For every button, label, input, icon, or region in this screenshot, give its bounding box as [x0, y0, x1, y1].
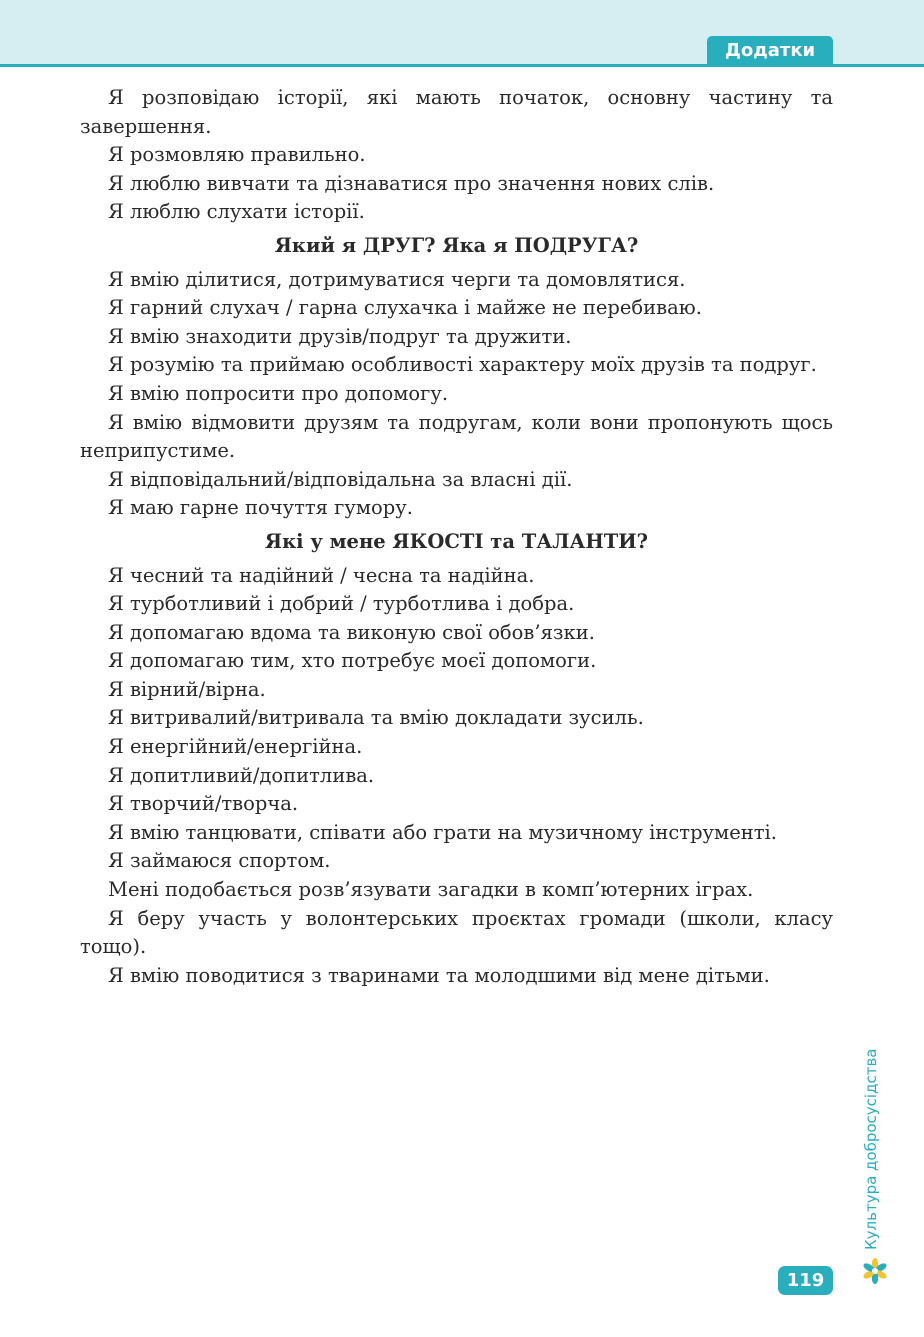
paragraph: Я витривалий/витривала та вмію докладати зусиль.	[108, 706, 644, 730]
paragraph: Я беру участь у волонтерських проєктах громади (школи, класу тощо).	[80, 906, 833, 959]
paragraph: Я турботливий і добрий / турботлива і добра.	[108, 592, 575, 616]
paragraph: Я енергійний/енергійна.	[108, 735, 363, 759]
section-heading-talents: Які у мене ЯКОСТІ та ТАЛАНТИ?	[264, 529, 649, 553]
paragraph: Я займаюся спортом.	[108, 849, 331, 873]
paragraph: Я допомагаю тим, хто потребує моєї допомоги.	[108, 649, 597, 673]
paragraph: Я розмовляю правильно.	[108, 143, 366, 167]
flower-icon	[862, 1258, 888, 1284]
paragraph: Мені подобається розв’язувати загадки в комп’ютерних іграх.	[108, 878, 754, 902]
paragraph: Я розповідаю історії, які мають початок, основну частину та завершення.	[80, 86, 833, 138]
talents-block	[80, 562, 833, 991]
paragraph: Я творчий/творча.	[108, 792, 299, 816]
intro-block	[80, 84, 833, 227]
paragraph: Я вмію попросити про допомогу.	[108, 381, 449, 405]
section-tab: Додатки	[707, 36, 833, 66]
paragraph: Я вмію ділитися, дотримуватися черги та домовлятися.	[108, 267, 686, 291]
paragraph: Я гарний слухач / гарна слухачка і майже не перебиваю.	[108, 296, 702, 320]
paragraph: Я допомагаю вдома та виконую свої обов’язки.	[108, 620, 595, 644]
paragraph: Я розумію та приймаю особливості характеру моїх друзів та подруг.	[108, 353, 817, 377]
paragraph: Я чесний та надійний / чесна та надійна.	[108, 563, 535, 587]
section-heading-friend: Який я ДРУГ? Яка я ПОДРУГА?	[274, 233, 639, 257]
paragraph: Я відповідальний/відповідальна за власні дії.	[108, 467, 573, 491]
paragraph: Я маю гарне почуття гумору.	[108, 496, 413, 520]
paragraph: Я вірний/вірна.	[108, 677, 266, 701]
paragraph: Я вмію поводитися з тваринами та молодшими від мене дітьми.	[108, 963, 770, 987]
paragraph: Я вмію відмовити друзям та подругам, коли вони пропонують щось неприпустиме.	[80, 410, 833, 463]
page-number: 119	[778, 1266, 833, 1295]
paragraph: Я допитливий/допитлива.	[108, 763, 375, 787]
page-content	[80, 84, 833, 990]
paragraph: Я люблю слухати історії.	[108, 200, 365, 224]
friend-block	[80, 266, 833, 523]
paragraph: Я вмію знаходити друзів/подруг та дружити.	[108, 324, 572, 348]
paragraph: Я люблю вивчати та дізнаватися про значення нових слів.	[108, 171, 715, 195]
paragraph: Я вмію танцювати, співати або грати на музичному інструменті.	[108, 820, 777, 844]
side-book-title: Культура добросусідства	[862, 1048, 880, 1250]
